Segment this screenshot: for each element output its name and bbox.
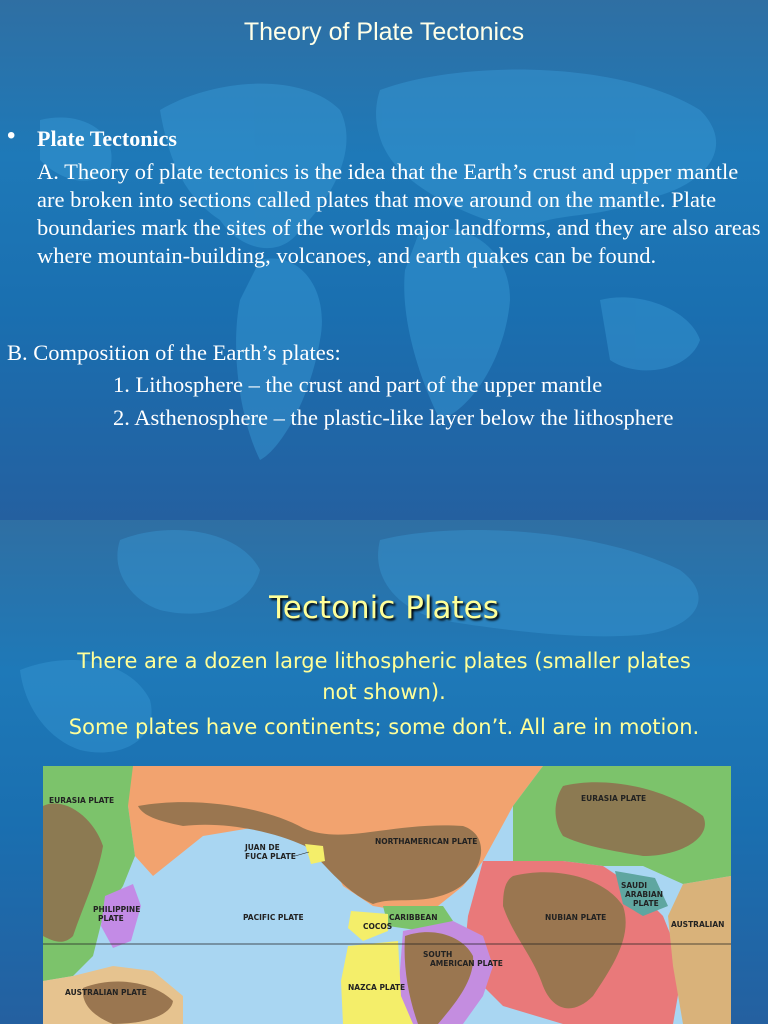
label-cocos: COCOS [363, 922, 393, 931]
label-caribbean: CARIBBEAN [389, 913, 438, 922]
label-saudi-2: ARABIAN [625, 890, 663, 899]
label-juan-de-fuca-1: JUAN DE [245, 843, 280, 852]
bullet-icon: • [7, 122, 16, 149]
label-saudi-1: SAUDI [621, 881, 648, 890]
intro-line-2: not shown). [322, 680, 446, 704]
label-nubian: NUBIAN PLATE [545, 913, 607, 922]
label-australian-right: AUSTRALIAN [671, 920, 725, 929]
slide-tectonic-plates [0, 520, 768, 1024]
slide-title: Tectonic Plates [269, 590, 499, 626]
label-australian-left: AUSTRALIAN PLATE [65, 988, 147, 997]
tectonic-plates-map [43, 766, 731, 1024]
label-south-american-2: AMERICAN PLATE [430, 959, 503, 968]
label-south-american-1: SOUTH [423, 950, 453, 959]
label-eurasia-right: EURASIA PLATE [581, 794, 647, 803]
label-saudi-3: PLATE [633, 899, 659, 908]
paragraph-b: B. Composition of the Earth’s plates: [7, 340, 341, 365]
paragraph-a: A. Theory of plate tectonics is the idea that the Earth’s crust and upper mantle are broken into sections called plates that move around on the mantle. Plate boundaries mark the sites of the worlds major landforms, and they are also areas where mountain-building, volcanoes, and earth quakes can be found. [37, 159, 761, 268]
slide-title: Theory of Plate Tectonics [243, 18, 525, 46]
label-nazca: NAZCA PLATE [348, 983, 406, 992]
intro-line-1: There are a dozen large lithospheric plates (smaller plates [77, 649, 691, 673]
section-heading: Plate Tectonics [37, 126, 177, 151]
label-philippine-2: PLATE [98, 914, 124, 923]
label-eurasia-left: EURASIA PLATE [49, 796, 115, 805]
intro-line-3: Some plates have continents; some don’t. All are in motion. [68, 715, 700, 739]
list-item-asthenosphere: 2. Asthenosphere – the plastic-like layer below the lithosphere [113, 405, 674, 430]
label-philippine-1: PHILIPPINE [93, 905, 141, 914]
list-item-lithosphere: 1. Lithosphere – the crust and part of the upper mantle [113, 372, 603, 397]
label-juan-de-fuca-2: FUCA PLATE [245, 852, 296, 861]
label-north-american: NORTHAMERICAN PLATE [375, 837, 478, 846]
label-pacific: PACIFIC PLATE [243, 913, 304, 922]
intro-text [0, 646, 768, 708]
